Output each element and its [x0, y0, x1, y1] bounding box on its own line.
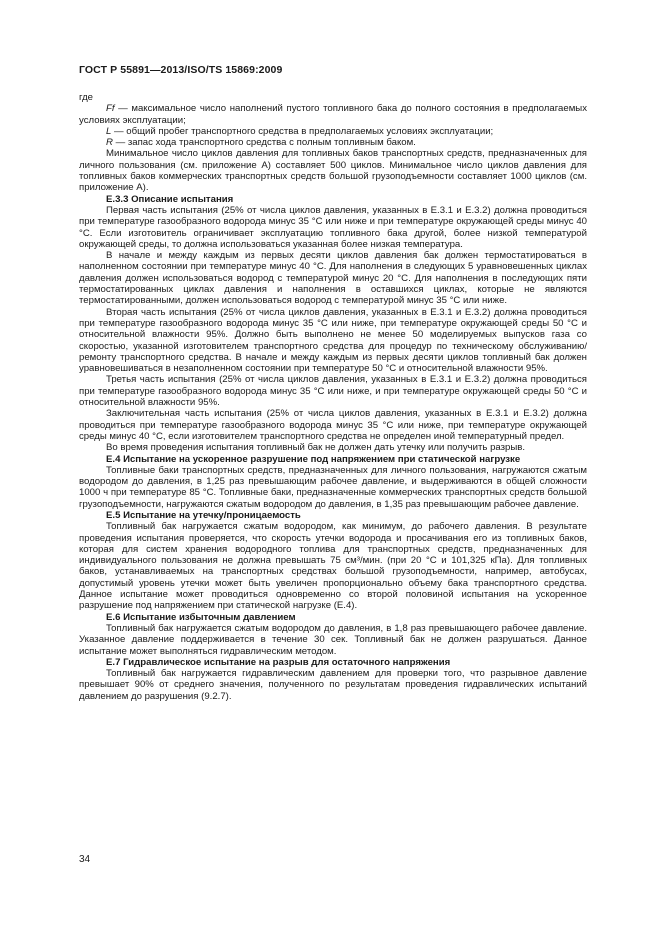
section-heading-e6: Е.6 Испытание избыточным давлением — [106, 611, 296, 623]
definition-symbol: Ff — [106, 103, 115, 115]
paragraph: Первая часть испытания (25% от числа циклов давления, указанных в Е.3.1 и Е.3.2) должна проводиться при температуре газообразного водорода минус 35 °С или ниже и при температуре окружающей среды минус 40 °С. Если изготовитель ограничивает эксплуатацию топливного бака другой, более низкой температурой окружающей среды, то должна использоваться указанная более низкая температура. — [79, 204, 587, 250]
paragraph: Вторая часть испытания (25% от числа циклов давления, указанных в Е.3.1 и Е.3.2) должна проводиться при температуре газообразного водорода минус 35 °С или ниже, при температуре окружающей среды 50 °С и относительной влажности 95%. Должно быть выполнено не менее 50 моделируемых выпусков газа со скоростью, указанной изготовителем транспортного средства для процедур по техническому обслуживанию/ремонту транспортного средства. В начале и между каждым из первых десяти циклов топливный бак должен уравновешиваться в незаполненном состоянии при температуре 50 °С и относительной влажности 95%. — [79, 306, 587, 375]
section-heading-e4: Е.4 Испытание на ускоренное разрушение под напряжением при статической нагрузке — [106, 453, 521, 465]
paragraph: Топливный бак нагружается гидравлическим давлением для проверки того, что разрывное давление превышает 90% от среднего значения, полученного по результатам проведения гидравлических испытаний давлением до разрушения (9.2.7). — [79, 668, 587, 702]
document-header: ГОСТ Р 55891—2013/ISO/TS 15869:2009 — [79, 64, 283, 76]
definition-text: — максимальное число наполнений пустого топливного бака до полного состояния в предполагаемых условиях эксплуатации; — [79, 103, 587, 126]
page-number: 34 — [79, 854, 91, 865]
paragraph: В начале и между каждым из первых десяти циклов давления бак должен термостатироваться в наполненном состоянии при температуре минус 40 °С. Для наполнения в следующих 5 уравновешенных циклах давления должен использоваться водород с температурой минус 20 °С. Для наполнения в последующих пяти термостатированных циклах давления и наполнения в оставшихся циклах, которые не являются термостатированными, должен использоваться водород с температурой минус 35 °С или ниже. — [79, 250, 587, 307]
paragraph: Заключительная часть испытания (25% от числа циклов давления, указанных в Е.3.1 и Е.3.2) должна проводиться при температуре газообразного водорода минус 35 °С или ниже, при температуре окружающей среды минус 40 °С, если изготовителем транспортного средства не определен иной температурный предел. — [79, 408, 587, 442]
definition-symbol: R — [106, 137, 113, 149]
document-body — [79, 92, 587, 702]
where-label: где — [79, 92, 94, 103]
paragraph: Во время проведения испытания топливный бак не должен дать утечку или получить разрыв. — [106, 442, 526, 454]
section-heading-e33: Е.3.3 Описание испытания — [106, 193, 234, 205]
section-heading-e5: Е.5 Испытание на утечку/проницаемость — [106, 509, 301, 521]
paragraph: Топливный бак нагружается сжатым водородом, как минимум, до рабочего давления. В результате проведения испытания проверяется, что скорость утечки водорода и просачивания его из топливных баков, которая для систем хранения водородного топлива для транспортных средств, предназначенных для индивидуального пользования не должна превышать 75 см³/мин. (при 20 °С и 101,325 кПа). Для топливных баков, устанавливаемых на транспортных средствах большой грузоподъемности, например, автобусах, допустимый уровень утечки может быть увеличен пропорционально объему бака транспортного средства. Данное испытание может проводиться одновременно со второй половиной испытания на ускоренное разрушение под напряжением при статической нагрузке (Е.4). — [79, 521, 587, 612]
definition-text: — запас хода транспортного средства с полным топливным баком. — [112, 137, 416, 149]
paragraph: Топливный бак нагружается сжатым водородом до давления, в 1,8 раз превышающего рабочее давление. Указанное давление поддерживается в течение 30 сек. Топливный бак не должен разрушаться. Данное испытание может выполняться гидравлическим методом. — [79, 622, 587, 657]
section-heading-e7: Е.7 Гидравлическое испытание на разрыв для остаточного напряжения — [106, 656, 451, 668]
definition-l — [79, 126, 587, 137]
definition-ff — [79, 103, 587, 126]
definition-r — [79, 137, 587, 148]
definition-symbol: L — [106, 125, 112, 137]
definition-text: — общий пробег транспортного средства в предполагаемых условиях эксплуатации; — [111, 125, 494, 137]
paragraph: Третья часть испытания (25% от числа циклов давления, указанных в Е.3.1 и Е.3.2) должна проводиться при температуре газообразного водорода минус 35 °С или ниже, и при температуре окружающей среды 50 °С и относительной влажности 95%. — [79, 374, 587, 409]
paragraph: Минимальное число циклов давления для топливных баков транспортных средств, предназначенных для личного пользования (см. приложение А) составляет 500 циклов. Минимальное число циклов давления для топливных баков коммерческих транспортных средств большой грузоподъемности составляет 1000 циклов (см. приложение А). — [79, 148, 587, 194]
paragraph: Топливные баки транспортных средств, предназначенных для личного пользования, нагружаются сжатым водородом до давления, в 1,25 раз превышающим рабочее давление, и выдерживаются в общей сложности 1000 ч при температуре 85 °С. Топливные баки, предназначенные коммерческих транспортных средств большой грузоподъемности, нагружаются сжатым водородом до давления, в 1,35 раз превышающим рабочее давление. — [79, 464, 587, 510]
